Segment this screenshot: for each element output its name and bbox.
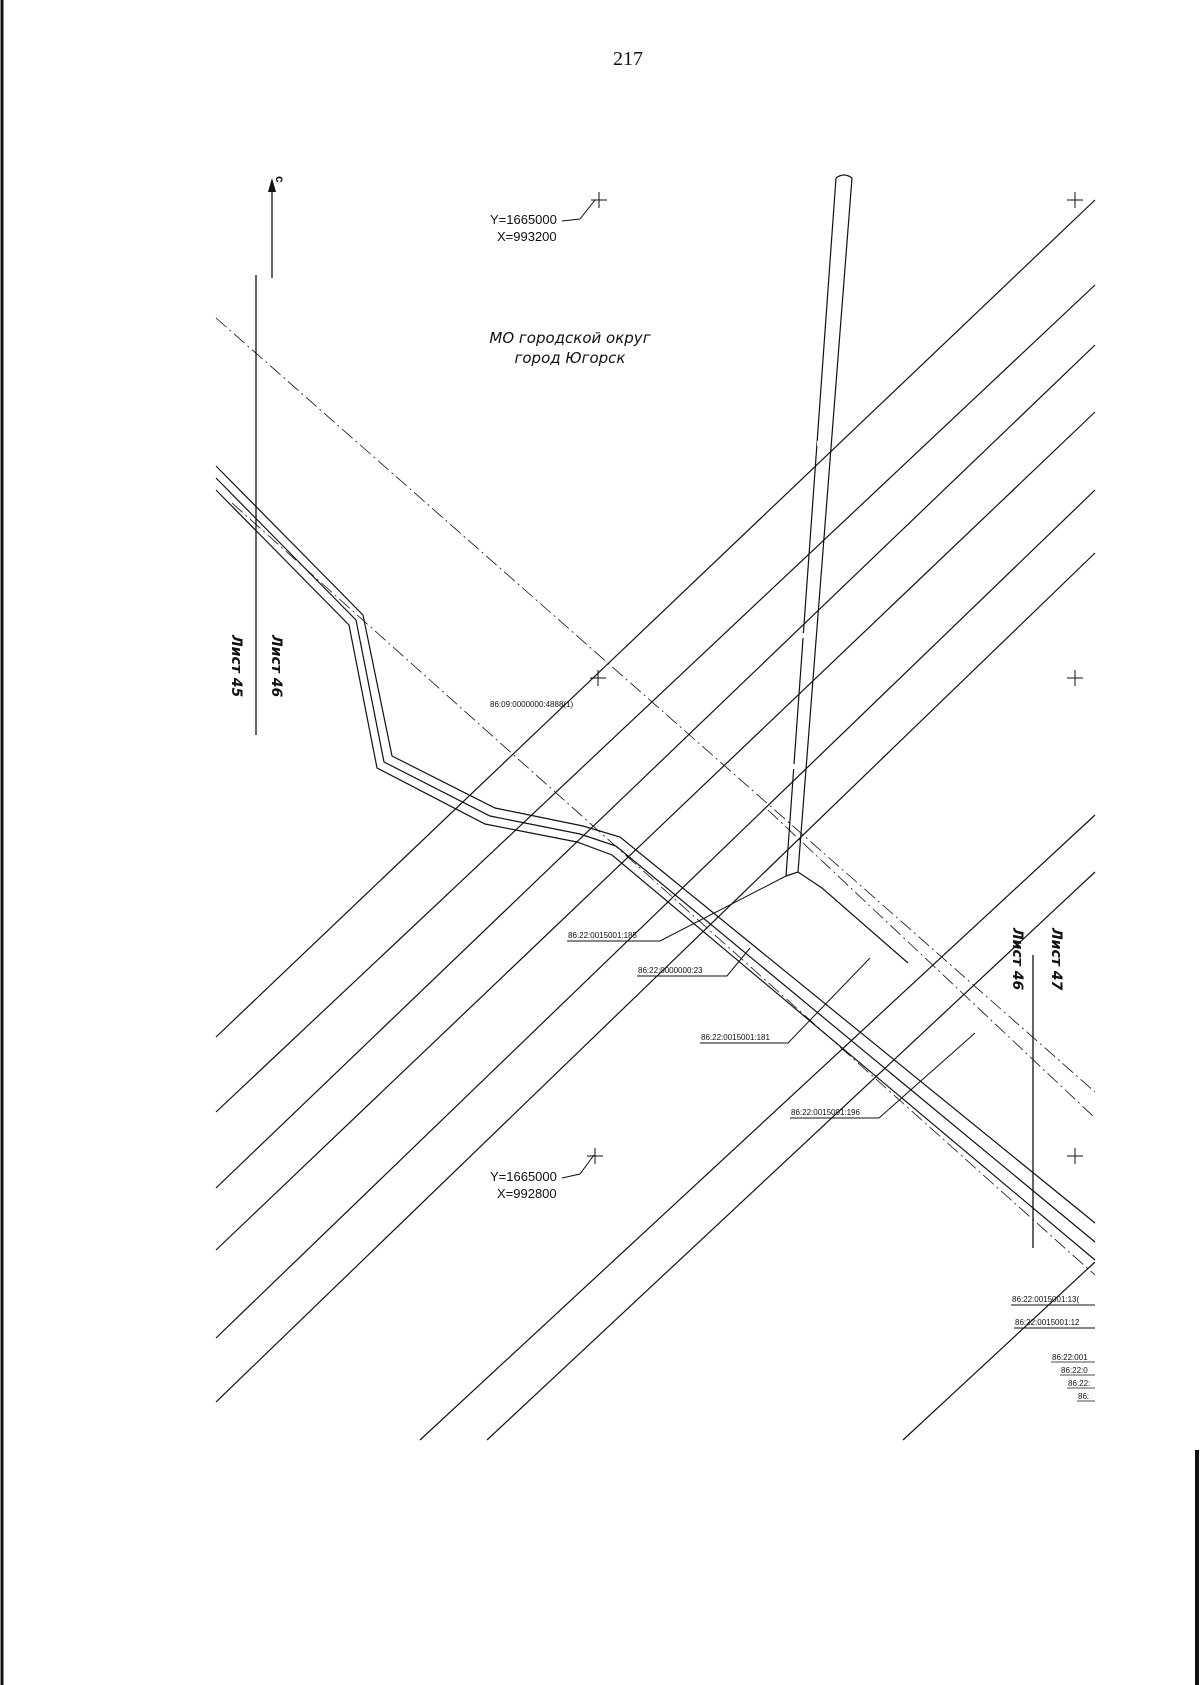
parcel-label-13 <box>1011 1295 1095 1305</box>
svg-text:Y=1665000: Y=1665000 <box>490 1169 557 1184</box>
sheet-label-list-46-right: Лист 46 <box>1009 928 1025 991</box>
svg-text:86:22:0000000:23: 86:22:0000000:23 <box>638 966 703 975</box>
north-arrow-icon <box>268 176 287 285</box>
parcel-label-12 <box>1014 1318 1095 1328</box>
area-label-line2: город Югорск <box>514 349 626 367</box>
svg-text:Y=1665000: Y=1665000 <box>490 212 557 227</box>
svg-text:86:22:0015001:13(: 86:22:0015001:13( <box>1012 1295 1080 1304</box>
svg-text:86:22:: 86:22: <box>1068 1379 1091 1388</box>
coordinate-label-bottom <box>490 1155 594 1201</box>
pipeline-corridor <box>216 466 1095 1260</box>
boundary-dashdot-lines <box>216 318 1095 1275</box>
point-markers <box>780 180 978 1036</box>
parcel-boundary-lines <box>216 200 1095 1440</box>
parcel-label-23 <box>637 948 750 976</box>
parcel-label-stack <box>1051 1353 1095 1401</box>
sheet-label-list-47: Лист 47 <box>1048 928 1064 991</box>
svg-text:X=992800: X=992800 <box>497 1186 557 1201</box>
svg-text:86:22:0: 86:22:0 <box>1061 1366 1088 1375</box>
svg-text:86:: 86: <box>1078 1392 1090 1401</box>
svg-text:86:22:0015001:181: 86:22:0015001:181 <box>701 1033 770 1042</box>
svg-text:86:22:0015001:12: 86:22:0015001:12 <box>1015 1318 1080 1327</box>
svg-text:86:22:0015001:196: 86:22:0015001:196 <box>791 1108 860 1117</box>
svg-text:X=993200: X=993200 <box>497 229 557 244</box>
area-label-line1: МО городской округ <box>489 329 651 347</box>
svg-text:86:22:001: 86:22:001 <box>1052 1353 1088 1362</box>
page-number: 217 <box>613 48 643 70</box>
parcel-label-4888 <box>490 700 574 709</box>
svg-text:86:09:0000000:4888(1): 86:09:0000000:4888(1) <box>490 700 574 709</box>
parcel-label-196 <box>790 1033 975 1118</box>
sheet-label-list-45: Лист 45 <box>228 635 244 698</box>
sheet-label-list-46-left: Лист 46 <box>268 635 284 698</box>
north-arrow-letter: с <box>273 176 287 183</box>
grid-cross-markers <box>587 192 1083 1164</box>
svg-text:86:22:0015001:185: 86:22:0015001:185 <box>568 931 637 940</box>
coordinate-label-top <box>490 200 595 244</box>
access-road <box>786 175 908 963</box>
